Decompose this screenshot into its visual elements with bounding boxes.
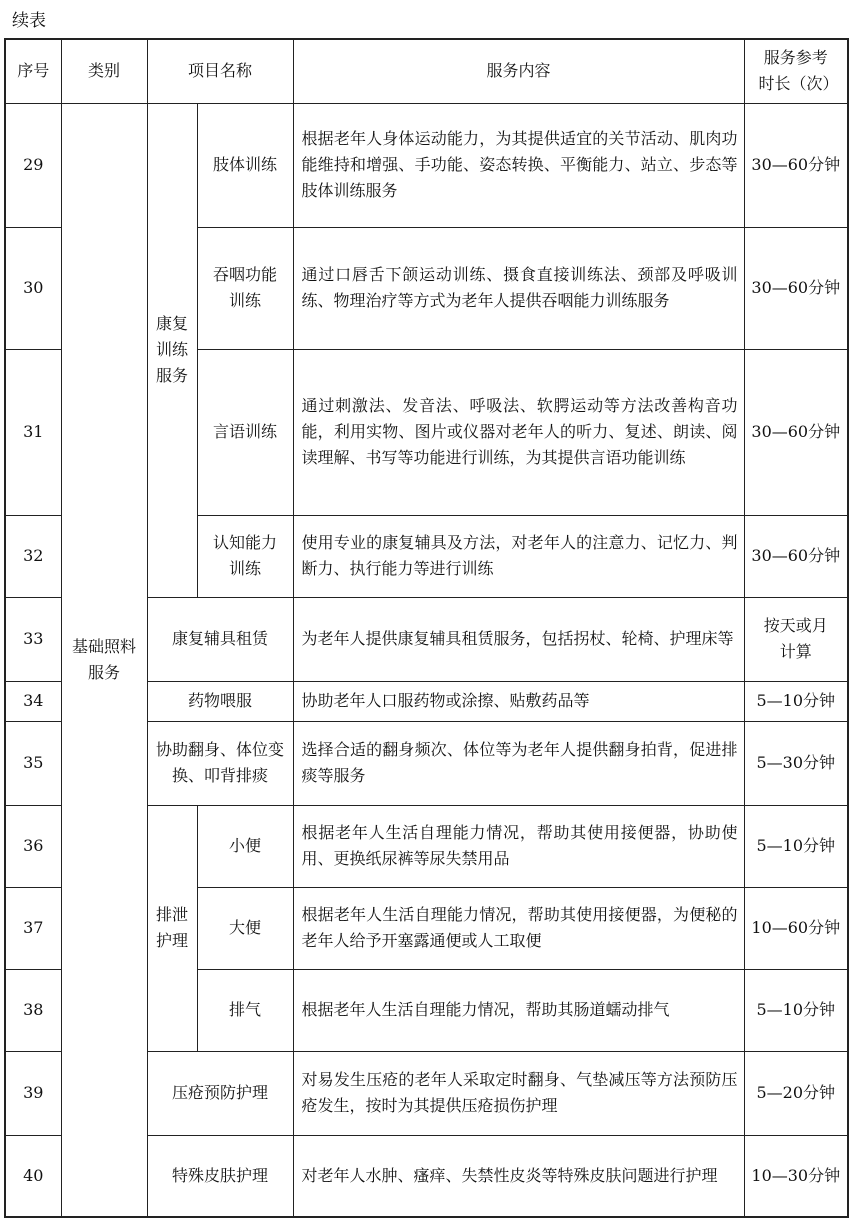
- row-duration: 5—30分钟: [744, 721, 848, 805]
- row-seq: 34: [5, 681, 61, 721]
- row-content: 根据老年人生活自理能力情况，帮助其使用接便器，为便秘的老年人给予开塞露通便或人工取便: [293, 887, 744, 969]
- table-row: [5, 103, 848, 227]
- row-seq: 35: [5, 721, 61, 805]
- row-name: 压疮预防护理: [147, 1051, 293, 1135]
- row-content: 协助老年人口服药物或涂擦、贴敷药品等: [293, 681, 744, 721]
- row-name: 肢体训练: [197, 103, 293, 227]
- row-duration: 10—30分钟: [744, 1135, 848, 1217]
- row-content: 为老年人提供康复辅具租赁服务，包括拐杖、轮椅、护理床等: [293, 597, 744, 681]
- row-duration: 30—60分钟: [744, 349, 848, 515]
- row-seq: 33: [5, 597, 61, 681]
- table-caption: 续表: [12, 11, 46, 31]
- row-name: 康复辅具租赁: [147, 597, 293, 681]
- row-duration: 5—20分钟: [744, 1051, 848, 1135]
- row-duration: 30—60分钟: [744, 515, 848, 597]
- row-seq: 31: [5, 349, 61, 515]
- row-name: 大便: [197, 887, 293, 969]
- header-item-name: 项目名称: [147, 39, 293, 103]
- row-seq: 36: [5, 805, 61, 887]
- row-duration: 30—60分钟: [744, 227, 848, 349]
- row-content: 对易发生压疮的老年人采取定时翻身、气垫减压等方法预防压疮发生，按时为其提供压疮损伤护理: [293, 1051, 744, 1135]
- row-seq: 32: [5, 515, 61, 597]
- row-content: 根据老年人身体运动能力，为其提供适宜的关节活动、肌肉功能维持和增强、手功能、姿态转换、平衡能力、站立、步态等肢体训练服务: [293, 103, 744, 227]
- row-name: 特殊皮肤护理: [147, 1135, 293, 1217]
- row-seq: 30: [5, 227, 61, 349]
- category-main: 基础照料服务: [61, 103, 147, 1217]
- header-category: 类别: [61, 39, 147, 103]
- header-seq: 序号: [5, 39, 61, 103]
- row-duration: 5—10分钟: [744, 969, 848, 1051]
- group-excretion: 排泄护理: [147, 805, 197, 1051]
- row-seq: 38: [5, 969, 61, 1051]
- row-duration: 5—10分钟: [744, 805, 848, 887]
- row-duration: 10—60分钟: [744, 887, 848, 969]
- row-name: 协助翻身、体位变换、叩背排痰: [147, 721, 293, 805]
- row-name: 小便: [197, 805, 293, 887]
- row-content: 根据老年人生活自理能力情况，帮助其肠道蠕动排气: [293, 969, 744, 1051]
- row-name: 言语训练: [197, 349, 293, 515]
- row-name: 吞咽功能训练: [197, 227, 293, 349]
- header-duration: 服务参考时长（次）: [744, 39, 848, 103]
- row-duration: 5—10分钟: [744, 681, 848, 721]
- row-content: 通过刺激法、发音法、呼吸法、软腭运动等方法改善构音功能，利用实物、图片或仪器对老年人的听力、复述、朗读、阅读理解、书写等功能进行训练，为其提供言语功能训练: [293, 349, 744, 515]
- row-content: 使用专业的康复辅具及方法，对老年人的注意力、记忆力、判断力、执行能力等进行训练: [293, 515, 744, 597]
- row-duration: 按天或月计算: [744, 597, 848, 681]
- row-seq: 40: [5, 1135, 61, 1217]
- row-duration: 30—60分钟: [744, 103, 848, 227]
- row-content: 根据老年人生活自理能力情况，帮助其使用接便器，协助使用、更换纸尿裤等尿失禁用品: [293, 805, 744, 887]
- row-seq: 29: [5, 103, 61, 227]
- group-rehab: 康复训练服务: [147, 103, 197, 597]
- row-name: 排气: [197, 969, 293, 1051]
- header-content: 服务内容: [293, 39, 744, 103]
- row-content: 对老年人水肿、瘙痒、失禁性皮炎等特殊皮肤问题进行护理: [293, 1135, 744, 1217]
- row-content: 通过口唇舌下颌运动训练、摄食直接训练法、颈部及呼吸训练、物理治疗等方式为老年人提供吞咽能力训练服务: [293, 227, 744, 349]
- row-seq: 37: [5, 887, 61, 969]
- row-name: 药物喂服: [147, 681, 293, 721]
- row-name: 认知能力训练: [197, 515, 293, 597]
- row-content: 选择合适的翻身频次、体位等为老年人提供翻身拍背，促进排痰等服务: [293, 721, 744, 805]
- row-seq: 39: [5, 1051, 61, 1135]
- service-table: [4, 38, 849, 1218]
- header-row: [5, 39, 848, 103]
